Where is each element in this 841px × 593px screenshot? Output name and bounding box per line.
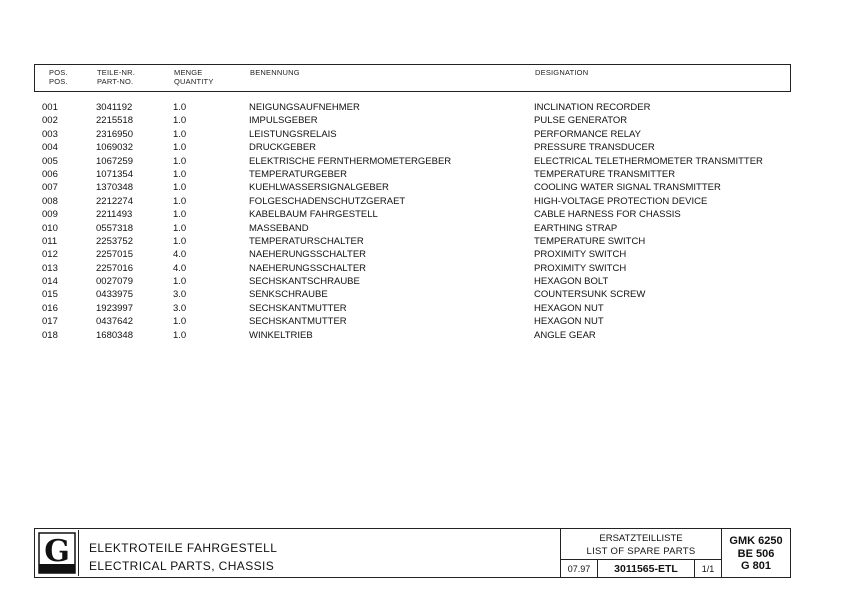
list-meta-row — [561, 559, 721, 578]
assembly-name-de: ELEKTROTEILE FAHRGESTELL — [89, 541, 278, 555]
sheet-number: 1/1 — [701, 564, 715, 574]
designation-cell: PERFORMANCE RELAY — [534, 128, 641, 140]
part-header — [97, 68, 135, 86]
benennung-cell: ELEKTRISCHE FERNTHERMOMETERGEBER — [249, 155, 452, 167]
table-row — [0, 222, 841, 235]
part-number-cell: 0557318 — [96, 222, 133, 234]
list-title-en: LIST OF SPARE PARTS — [586, 546, 696, 557]
table-row — [0, 262, 841, 275]
designation-cell: PROXIMITY SWITCH — [534, 249, 627, 261]
designation-cell: CABLE HARNESS FOR CHASSIS — [534, 209, 681, 221]
benennung-cell: SENKSCHRAUBE — [249, 289, 328, 301]
pos-cell: 013 — [42, 262, 58, 274]
table-row — [0, 315, 841, 328]
quantity-cell: 1.0 — [173, 128, 187, 140]
quantity-cell: 1.0 — [173, 195, 187, 207]
part-number-cell: 0433975 — [96, 289, 133, 301]
part-number-cell: 1067259 — [96, 155, 133, 167]
pos-cell: 002 — [42, 115, 58, 127]
list-info — [561, 529, 722, 577]
title-block — [34, 528, 791, 578]
pos-cell: 009 — [42, 209, 58, 221]
benennung-cell: NAEHERUNGSSCHALTER — [249, 249, 367, 261]
quantity-cell: 1.0 — [173, 276, 187, 288]
table-row — [0, 181, 841, 194]
benennung-cell: NAEHERUNGSSCHALTER — [249, 262, 367, 274]
part-number-cell: 1923997 — [96, 302, 133, 314]
benennung-cell: LEISTUNGSRELAIS — [249, 128, 337, 140]
designation-cell: TEMPERATURE TRANSMITTER — [534, 168, 676, 180]
part-number-cell: 2215518 — [96, 115, 133, 127]
table-row — [0, 141, 841, 154]
table-row — [0, 155, 841, 168]
benennung-cell: SECHSKANTMUTTER — [249, 302, 347, 314]
be-number: BE 506 — [737, 548, 775, 560]
benennung-cell: DRUCKGEBER — [249, 142, 317, 154]
pos-header-de: POS. — [49, 68, 68, 77]
designation-cell: ANGLE GEAR — [534, 329, 596, 341]
pos-cell: 005 — [42, 155, 58, 167]
pos-cell: 018 — [42, 329, 58, 341]
quantity-cell: 1.0 — [173, 209, 187, 221]
designation-cell: HEXAGON NUT — [534, 316, 604, 328]
benennung-cell: TEMPERATURGEBER — [249, 168, 348, 180]
part-number-cell: 2257015 — [96, 249, 133, 261]
assembly-names — [79, 529, 561, 577]
quantity-cell: 4.0 — [173, 249, 187, 261]
list-title-de: ERSATZTEILLISTE — [599, 533, 683, 544]
quantity-cell: 1.0 — [173, 222, 187, 234]
quantity-cell: 1.0 — [173, 102, 187, 113]
benennung-cell: MASSEBAND — [249, 222, 309, 234]
model-number: GMK 6250 — [729, 535, 783, 547]
quantity-cell: 1.0 — [173, 168, 187, 180]
designation-cell: INCLINATION RECORDER — [534, 102, 651, 113]
pos-cell: 012 — [42, 249, 58, 261]
benennung-header — [250, 68, 300, 77]
part-number-cell: 2257016 — [96, 262, 133, 274]
designation-cell: PROXIMITY SWITCH — [534, 262, 627, 274]
company-logo — [36, 530, 79, 576]
designation-cell: TEMPERATURE SWITCH — [534, 235, 646, 247]
designation-cell: HEXAGON NUT — [534, 302, 604, 314]
pos-cell: 010 — [42, 222, 58, 234]
g-logo-icon — [36, 530, 78, 576]
pos-cell: 016 — [42, 302, 58, 314]
benennung-cell: IMPULSGEBER — [249, 115, 318, 127]
svg-text:G: G — [44, 534, 70, 569]
table-row — [0, 114, 841, 127]
benennung-cell: SECHSKANTMUTTER — [249, 316, 347, 328]
benennung-cell: SECHSKANTSCHRAUBE — [249, 276, 360, 288]
benennung-cell: TEMPERATURSCHALTER — [249, 235, 364, 247]
pos-cell: 014 — [42, 276, 58, 288]
quantity-cell: 1.0 — [173, 329, 187, 341]
table-row — [0, 275, 841, 288]
quantity-cell: 1.0 — [173, 182, 187, 194]
pos-cell: 015 — [42, 289, 58, 301]
pos-cell: 011 — [42, 235, 58, 247]
table-row — [0, 302, 841, 315]
part-number-cell: 1370348 — [96, 182, 133, 194]
designation-cell: EARTHING STRAP — [534, 222, 618, 234]
quantity-cell: 1.0 — [173, 142, 187, 154]
part-header-de: TEILE-NR. — [97, 68, 136, 77]
designation-cell: PRESSURE TRANSDUCER — [534, 142, 655, 154]
document-number: 3011565-ETL — [598, 560, 695, 578]
issue-date: 07.97 — [561, 560, 598, 578]
table-row — [0, 329, 841, 342]
part-number-cell: 1680348 — [96, 329, 133, 341]
pos-cell: 001 — [42, 102, 58, 113]
table-row — [0, 248, 841, 261]
designation-header — [535, 68, 588, 77]
part-number-cell: 0437642 — [96, 316, 133, 328]
benennung-cell: NEIGUNGSAUFNEHMER — [249, 102, 360, 113]
designation-cell: HEXAGON BOLT — [534, 276, 609, 288]
pos-cell: 003 — [42, 128, 58, 140]
benennung-cell: KUEHLWASSERSIGNALGEBER — [249, 182, 389, 194]
designation-cell: COUNTERSUNK SCREW — [534, 289, 646, 301]
part-header-en: PART-NO. — [97, 77, 134, 86]
part-number-cell: 2316950 — [96, 128, 133, 140]
benennung-cell: FOLGESCHADENSCHUTZGERAET — [249, 195, 406, 207]
table-row — [0, 235, 841, 248]
table-row — [0, 101, 841, 114]
part-number-cell: 1071354 — [96, 168, 133, 180]
quantity-cell: 3.0 — [173, 302, 187, 314]
designation-cell: COOLING WATER SIGNAL TRANSMITTER — [534, 182, 721, 194]
designation-cell: ELECTRICAL TELETHERMOMETER TRANSMITTER — [534, 155, 763, 167]
designation-cell: PULSE GENERATOR — [534, 115, 628, 127]
table-row — [0, 168, 841, 181]
assembly-name-en: ELECTRICAL PARTS, CHASSIS — [89, 559, 275, 573]
quantity-cell: 1.0 — [173, 155, 187, 167]
table-row — [0, 195, 841, 208]
qty-header-de: MENGE — [174, 68, 203, 77]
table-row — [0, 208, 841, 221]
designation-cell: HIGH-VOLTAGE PROTECTION DEVICE — [534, 195, 708, 207]
quantity-cell: 1.0 — [173, 316, 187, 328]
table-row — [0, 128, 841, 141]
parts-list — [0, 101, 841, 342]
benennung-cell: WINKELTRIEB — [249, 329, 313, 341]
part-number-cell: 3041192 — [96, 102, 133, 113]
pos-cell: 007 — [42, 182, 58, 194]
table-row — [0, 288, 841, 301]
pos-cell: 006 — [42, 168, 58, 180]
pos-cell: 008 — [42, 195, 58, 207]
designation-header-text: DESIGNATION — [535, 68, 589, 77]
group-number: G 801 — [741, 560, 771, 572]
benennung-header-text: BENENNUNG — [250, 68, 300, 77]
quantity-cell: 1.0 — [173, 235, 187, 247]
pos-header — [49, 68, 68, 86]
quantity-cell: 3.0 — [173, 289, 187, 301]
column-header-bar — [34, 64, 791, 92]
quantity-cell: 1.0 — [173, 115, 187, 127]
pos-cell: 004 — [42, 142, 58, 154]
pos-cell: 017 — [42, 316, 58, 328]
quantity-cell: 4.0 — [173, 262, 187, 274]
qty-header — [174, 68, 214, 86]
part-number-cell: 2212274 — [96, 195, 133, 207]
benennung-cell: KABELBAUM FAHRGESTELL — [249, 209, 378, 221]
model-ident — [722, 529, 790, 577]
part-number-cell: 0027079 — [96, 276, 133, 288]
part-number-cell: 1069032 — [96, 142, 133, 154]
part-number-cell: 2253752 — [96, 235, 133, 247]
qty-header-en: QUANTITY — [174, 77, 214, 86]
part-number-cell: 2211493 — [96, 209, 133, 221]
pos-header-en: POS. — [49, 77, 68, 86]
